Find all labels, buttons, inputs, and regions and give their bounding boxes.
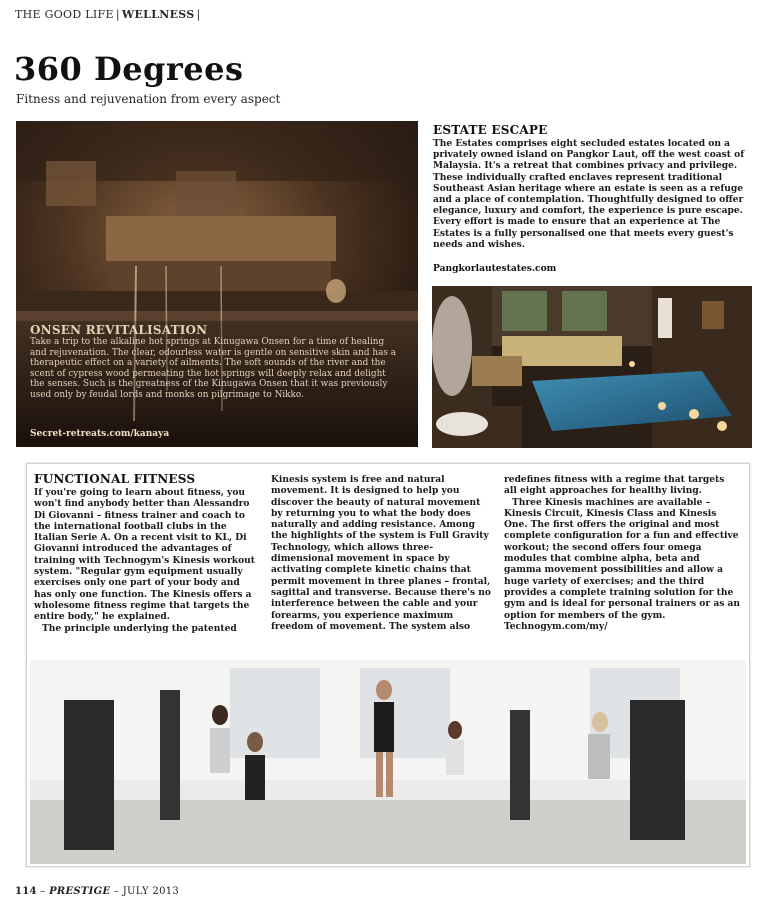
issue-date: JULY 2013 [122, 886, 180, 897]
fitness-col3-link[interactable]: Technogym.com/my/ [504, 620, 608, 632]
fitness-heading: FUNCTIONAL FITNESS [34, 472, 196, 486]
fitness-col3-para2 [504, 497, 740, 633]
page-header [15, 8, 203, 21]
estate-heading: ESTATE ESCAPE [433, 123, 548, 137]
fitness-column-1 [34, 487, 256, 634]
page-number: 114 [15, 886, 37, 897]
estate-photo [432, 286, 752, 448]
fitness-column-2 [271, 474, 493, 632]
onsen-heading: ONSEN REVITALISATION [30, 323, 208, 337]
footer-dash-2: – [113, 886, 120, 897]
onsen-body: Take a trip to the alkaline hot springs at Kinugawa Onsen for a time of healing and rejuvenation. The clear, odourless water is gentle on sensitive skin and has a therapeutic effect on a variety of ailments. The soft sounds of the river and the scent of cypress wood permeating the hot springs will deeply relax and delight the senses. Such is the greatness of the Kinugawa Onsen that it was previously used only by feudal lords and monks on pilgrimage to Nikko. [30, 337, 397, 400]
fitness-col3-text: Three Kinesis machines are available – Kinesis Circuit, Kinesis Class and Kinesis One. The first offers the original and most complete configuration for a fun and effective workout; the second offers four omega modules that combine alpha, beta and gamma movement possibilities and allow a huge variety of exercises; and the third provides a complete training solution for the gym and is ideal for personal trainers or as an option for members of the gym. [504, 496, 741, 621]
fitness-column-3 [504, 474, 740, 632]
page-subtitle: Fitness and rejuvenation from every aspect [16, 92, 281, 106]
estate-body: The Estates comprises eight secluded estates located on a privately owned island on Pangkor Laut, off the west coast of Malaysia. It's a retreat that combines privacy and privilege. These individually crafted enclaves represent traditional Southeast Asian heritage where an estate is seen as a refuge and a place of contemplation. Thoughtfully designed to offer elegance, luxury and comfort, the experience is pure escape. Every effort is made to ensure that an experience at The Estates is a fully personalised one that meets every guest's needs and wishes. [433, 138, 745, 250]
onsen-link[interactable]: Secret-retreats.com/kanaya [30, 429, 170, 439]
footer-dash-1: – [40, 886, 46, 897]
subsection-label: WELLNESS [121, 8, 195, 21]
magazine-name: PRESTIGE [49, 886, 111, 897]
section-label: THE GOOD LIFE [15, 8, 114, 21]
fitness-col3-para1: redefines fitness with a regime that targets all eight approaches for healthy living. [504, 474, 725, 497]
fitness-col2-para1: Kinesis system is free and natural movement. It is designed to help you discover the beauty of natural movement by returning you to what the body does naturally and adding resistance. Among the highlights of the system is Full Gravity Technology, which allows three-dimensional movement in space by activating complete kinetic chains that permit movement in three planes – frontal, sagittal and transverse. Because there's no interference between the cable and your forearms, you experience maximum freedom of movement. The system also [271, 474, 491, 632]
header-separator-end: | [196, 8, 201, 21]
fitness-col1-para1: If you're going to learn about fitness, you won't find anybody better than Alessandro Di Giovanni – fitness trainer and coach to the international football clubs in the Italian Serie A. On a recent visit to KL, Di Giovanni introduced the advantages of training with Technogym's Kinesis workout system. "Regular gym equipment usually exercises only one part of your body and has only one function. The Kinesis offers a wholesome fitness regime that targets the entire body," he explained. [34, 487, 255, 623]
page-footer [15, 886, 179, 897]
header-separator: | [115, 8, 120, 21]
gym-photo [30, 660, 746, 864]
estate-link[interactable]: Pangkorlautestates.com [433, 263, 557, 274]
page-title: 360 Degrees [14, 50, 244, 88]
fitness-col1-para2: The principle underlying the patented [42, 622, 237, 634]
